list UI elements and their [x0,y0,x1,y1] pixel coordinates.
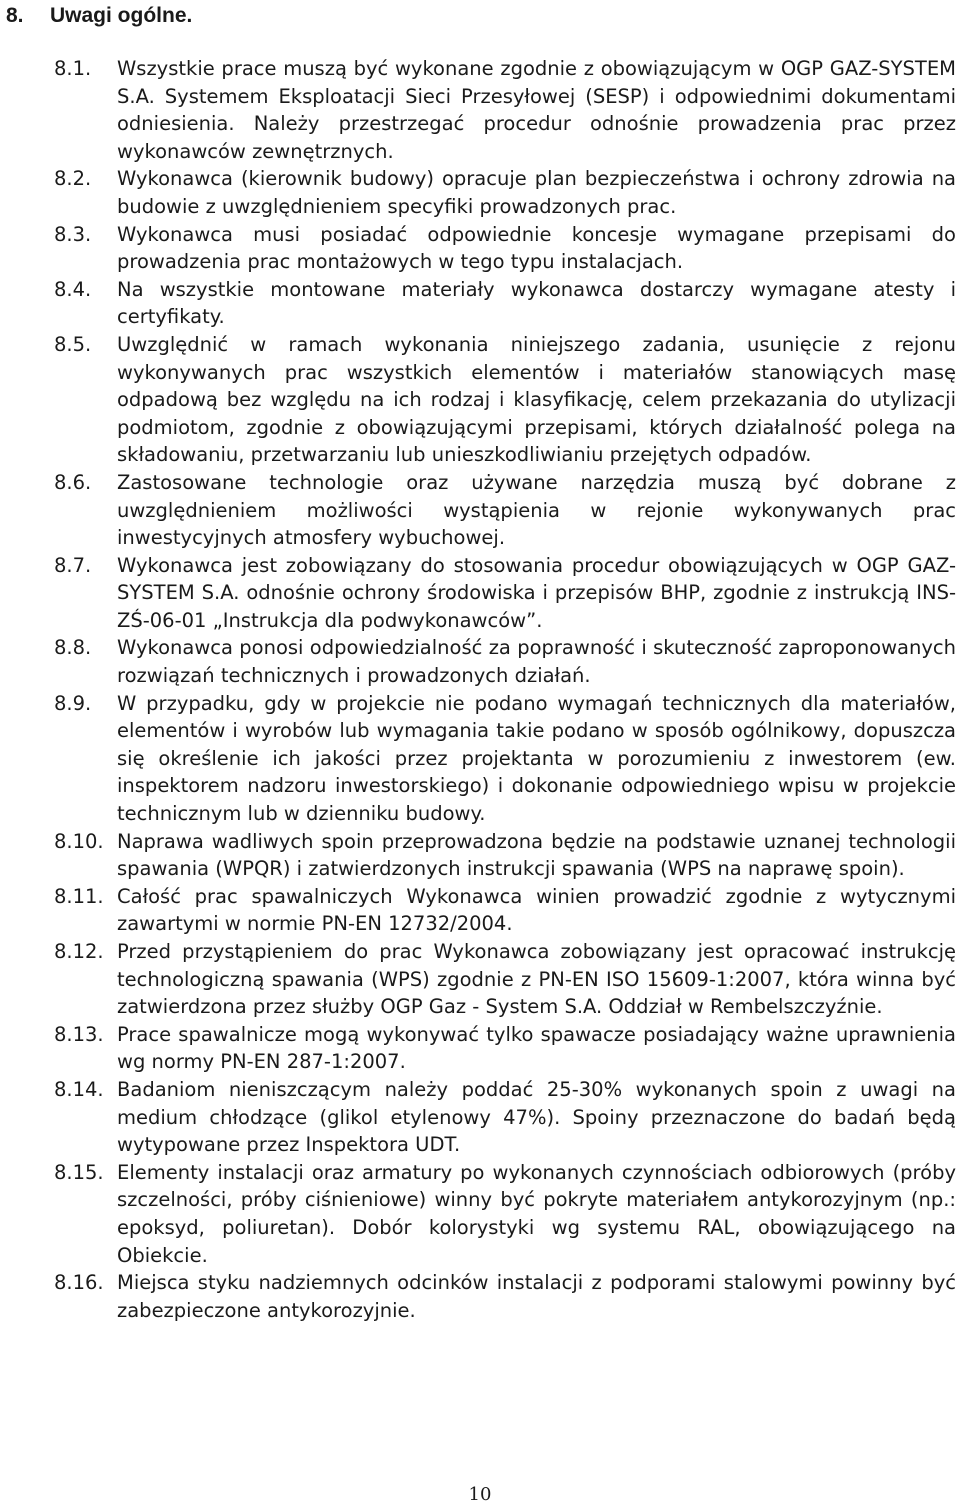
section-text: Wykonawca musi posiadać odpowiednie koncesje wymagane przepisami do prowadzenia prac montażowych w tego typu instalacjach. [117,222,956,274]
section-text: Całość prac spawalniczych Wykonawca winien prowadzić zgodnie z wytycznymi zawartymi w normie PN-EN 12732/2004. [117,884,956,936]
section-text: W przypadku, gdy w projekcie nie podano wymagań technicznych dla materiałów, elementów i wyrobów lub wymagania takie podano w sposób ogólnikowy, dopuszcza się określenie ich jakości przez projektanta w porozumieniu z inwestorem (ew. inspektorem nadzoru inwestorskiego) i dokonanie odpowiedniego wpisu w projekcie technicznym lub w dzienniku budowy. [117,691,956,826]
section-text: Naprawa wadliwych spoin przeprowadzona będzie na podstawie uznanej technologii spawania (WPQR) i zatwierdzonych instrukcji spawania (WPS na naprawę spoin). [117,829,956,881]
section-number: 8.13. [54,1022,104,1046]
section-8-12 [54,938,956,1021]
section-8-9 [54,690,956,828]
section-text: Uwzględnić w ramach wykonania niniejszego zadania, usunięcie z rejonu wykonywanych prac wszystkich elementów i materiałów stanowiących masę odpadową bez względu na ich rodzaj i klasyfikację, celem przekazania do utylizacji podmiotom, zgodnie z obowiązującymi przepisami, których działalność polega na składowaniu, przetwarzaniu lub unieszkodliwianiu przejętych odpadów. [117,332,956,467]
section-8-13 [54,1021,956,1076]
section-8-1 [54,55,956,165]
chapter-number: 8. [6,4,24,27]
section-number: 8.10. [54,829,104,853]
chapter-title: Uwagi ogólne. [50,4,193,27]
section-text: Wykonawca jest zobowiązany do stosowania procedur obowiązujących w OGP GAZ-SYSTEM S.A. odnośnie ochrony środowiska i przepisów BHP, zgodnie z instrukcją INS-ZŚ-06-01 „Instrukcja dla podwykonawców”. [117,553,956,632]
section-number: 8.6. [54,470,92,494]
section-number: 8.12. [54,940,104,963]
chapter-heading [6,2,192,30]
section-text: Na wszystkie montowane materiały wykonawca dostarczy wymagane atesty i certyfikaty. [117,277,956,329]
section-number: 8.3. [54,222,92,246]
section-number: 8.16. [54,1271,104,1295]
section-8-15 [54,1159,956,1269]
section-text: Miejsca styku nadziemnych odcinków instalacji z podporami stalowymi powinny być zabezpieczone antykorozyjnie. [117,1271,956,1322]
section-text: Przed przystąpieniem do prac Wykonawca zobowiązany jest opracować instrukcję technologiczną spawania (WPS) zgodnie z PN-EN ISO 15609-1:2007, która winna być zatwierdzona przez służby OGP Gaz - System S.A. Oddział w Rembelszczyźnie. [117,940,956,1019]
section-8-6 [54,469,956,552]
section-8-2 [54,165,956,220]
section-text: Wszystkie prace muszą być wykonane zgodnie z obowiązującym w OGP GAZ-SYSTEM S.A. Systemem Eksploatacji Sieci Przesyłowej (SESP) i odpowiednimi dokumentami odniesienia. Należy przestrzegać procedur odnośnie prowadzenia prac przez wykonawców zewnętrznych. [117,57,956,163]
section-8-11 [54,883,956,938]
section-number: 8.2. [54,167,92,191]
section-number: 8.8. [54,636,92,660]
section-text: Wykonawca (kierownik budowy) opracuje plan bezpieczeństwa i ochrony zdrowia na budowie z uwzględnieniem specyfiki prowadzonych prac. [117,167,956,218]
section-number: 8.1. [54,57,92,80]
section-number: 8.15. [54,1160,104,1184]
section-8-10 [54,828,956,883]
section-number: 8.4. [54,277,92,301]
section-8-8 [54,634,956,689]
section-text: Prace spawalnicze mogą wykonywać tylko spawacze posiadający ważne uprawnienia wg normy PN-EN 287-1:2007. [117,1022,956,1074]
section-8-3 [54,221,956,276]
sections-list [54,55,956,1324]
section-8-5 [54,331,956,469]
section-text: Wykonawca ponosi odpowiedzialność za poprawność i skuteczność zaproponowanych rozwiązań technicznych i prowadzonych działań. [117,636,956,688]
section-8-16 [54,1269,956,1324]
page-number: 10 [468,1484,492,1505]
section-text: Zastosowane technologie oraz używane narzędzia muszą być dobrane z uwzględnieniem możliwości wystąpienia w rejonie wykonywanych prac inwestycyjnych atmosfery wybuchowej. [117,470,956,550]
section-text: Badaniom nieniszczącym należy poddać 25-30% wykonanych spoin z uwagi na medium chłodzące (glikol etylenowy 47%). Spoiny przeznaczone do badań będą wytypowane przez Inspektora UDT. [117,1077,956,1157]
section-text: Elementy instalacji oraz armatury po wykonanych czynnościach odbiorowych (próby szczelności, próby ciśnieniowe) winny być pokryte materiałem antykorozyjnym (np.: epoksyd, poliuretan). Dobór kolorystyki wg systemu RAL, obowiązującego na Obiekcie. [117,1160,956,1267]
section-number: 8.14. [54,1077,104,1101]
section-number: 8.11. [54,884,104,908]
section-8-7 [54,552,956,635]
section-number: 8.7. [54,553,92,577]
section-number: 8.9. [54,691,92,715]
section-8-14 [54,1076,956,1159]
section-number: 8.5. [54,332,92,356]
section-8-4 [54,276,956,331]
